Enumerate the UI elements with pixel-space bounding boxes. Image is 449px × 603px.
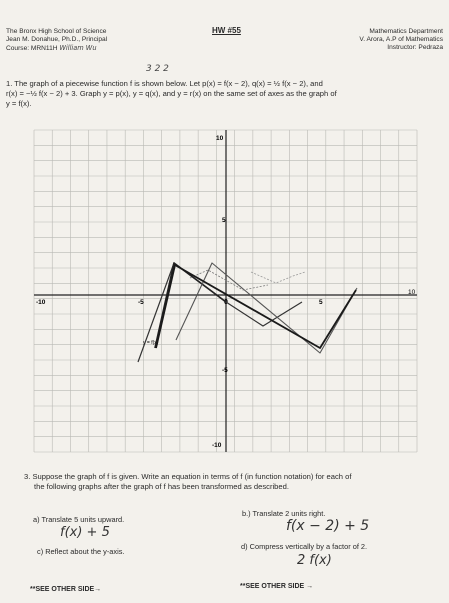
y-label-neg10: -10: [212, 442, 222, 449]
x-label-neg10: -10: [36, 299, 46, 306]
school-name: The Bronx High School of Science: [6, 28, 107, 35]
homework-title: HW #55: [212, 26, 241, 35]
part-b-label: b.) Translate 2 units right.: [242, 509, 326, 518]
part-a-label: a) Translate 5 units upward.: [33, 515, 125, 524]
assistant-principal: V. Arora, A.P of Mathematics: [359, 36, 443, 43]
question-1-line-1: 1. The graph of a piecewise function f is shown below. Let p(x) = f(x − 2), q(x) = ½ f(x − 2), and: [6, 79, 323, 88]
question-3-line-1: 3. Suppose the graph of f is given. Write an equation in terms of f (in function notation) for each of: [24, 472, 352, 481]
part-d-label: d) Compress vertically by a factor of 2.: [241, 542, 368, 551]
origin-label: 0: [224, 299, 228, 306]
student-name-handwritten: William Wu: [59, 44, 97, 52]
x-label-5: 5: [319, 299, 323, 306]
x-label-neg5: -5: [138, 299, 144, 306]
course-code: Course: MRN11H William Wu: [6, 44, 97, 52]
y-label-5: 5: [222, 217, 226, 224]
part-d-answer: 2 f(x): [297, 553, 332, 568]
principal-name: Jean M. Donahue, Ph.D., Principal: [6, 36, 108, 43]
y-label-neg5: -5: [222, 367, 228, 374]
graph-curves: [138, 257, 357, 362]
question-3-line-2: the following graphs after the graph of f has been transformed as described.: [34, 482, 289, 491]
footer-see-other-side-right: **SEE OTHER SIDE →: [240, 583, 314, 590]
f-curve-label: y = f(x): [143, 340, 159, 346]
part-a-answer: f(x) + 5: [60, 525, 110, 540]
graph-axes: [34, 130, 417, 452]
part-c-label: c) Reflect about the y-axis.: [37, 547, 125, 556]
department-name: Mathematics Department: [369, 28, 443, 35]
instructor-name: Instructor: Pedraza: [387, 44, 443, 51]
y-label-10: 10: [216, 135, 224, 142]
question-3: [24, 472, 434, 492]
footer-see-other-side-left: **SEE OTHER SIDE→: [30, 586, 102, 593]
r-curve: [251, 272, 305, 283]
p-curve-shifted: [176, 263, 357, 353]
question-1-line-3: y = f(x).: [6, 99, 32, 108]
part-b-answer: f(x − 2) + 5: [286, 518, 370, 534]
date-handwritten: 3 2 2: [146, 64, 169, 74]
question-1-line-2: r(x) = −½ f(x − 2) + 3. Graph y = p(x), y = q(x), and y = r(x) on the same set of axes as the graph of: [6, 89, 337, 98]
x-label-10: 10: [408, 289, 416, 296]
